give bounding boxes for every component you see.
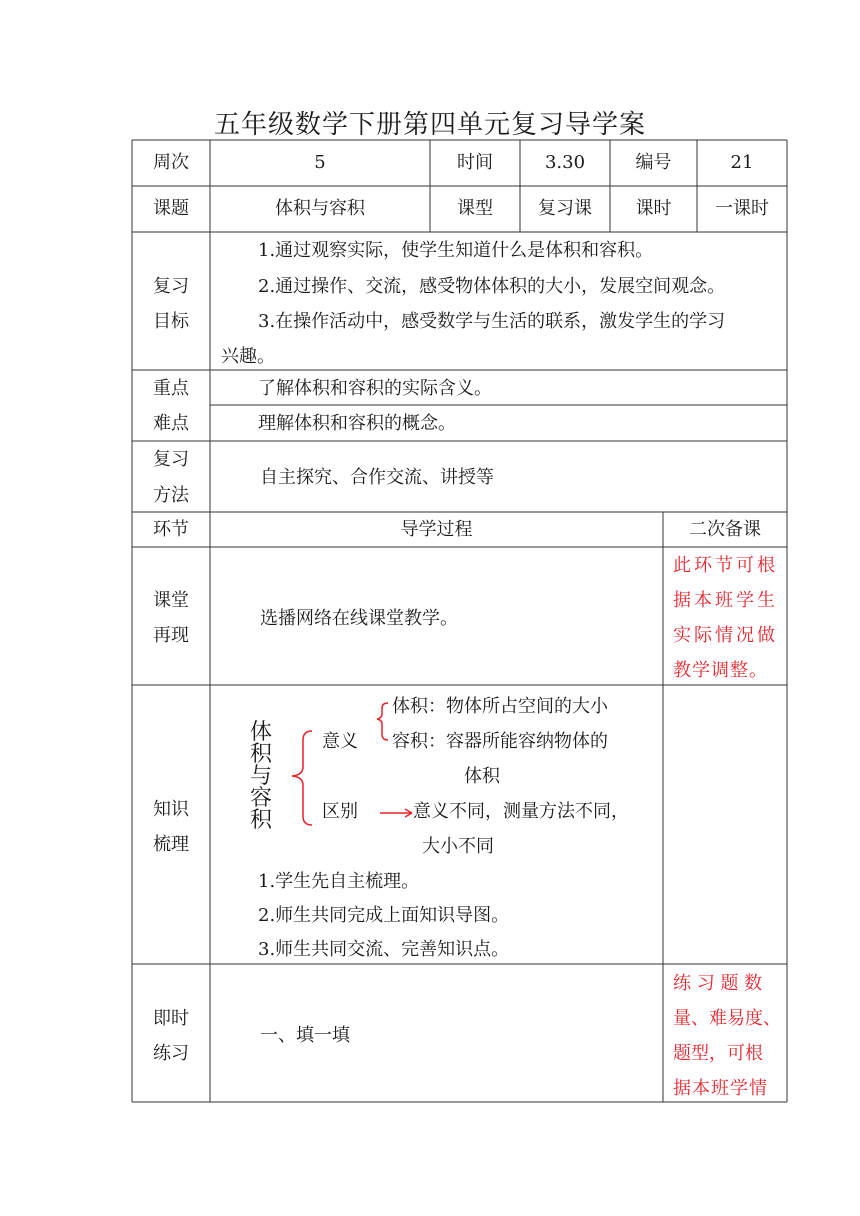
- week-value: 5: [314, 152, 326, 173]
- key-label: 重点: [153, 378, 189, 399]
- stage-header: 环节: [153, 519, 189, 540]
- knowledge-label-line1: 知识: [153, 799, 189, 820]
- classroom-note-line: 据本班学生: [673, 590, 778, 611]
- practice-note-line: 量、难易度、: [673, 1008, 781, 1029]
- practice-note-line: 题型，可根: [673, 1043, 763, 1064]
- difficult-label: 难点: [153, 413, 189, 434]
- mindmap-difference: 区别: [322, 801, 358, 822]
- key-text: 了解体积和容积的实际含义。: [258, 378, 492, 399]
- practice-note-line: 据本班学情: [673, 1078, 768, 1099]
- type-label: 课型: [457, 198, 493, 219]
- classroom-label-line1: 课堂: [153, 590, 189, 611]
- period-label: 课时: [635, 198, 672, 219]
- mindmap-capacity-def: 容积：容器所能容纳物体的: [392, 731, 608, 752]
- knowledge-label-line2: 梳理: [153, 834, 189, 855]
- notes-header: 二次备课: [689, 519, 761, 540]
- goal-line-2: 2.通过操作、交流，感受物体体积的大小，发展空间观念。: [258, 276, 726, 297]
- goal-line-4: 兴趣。: [221, 346, 275, 367]
- classroom-note-line: 教学调整。: [673, 660, 768, 681]
- period-value: 一课时: [715, 198, 769, 219]
- number-label: 编号: [635, 152, 672, 173]
- page-title: 五年级数学下册第四单元复习导学案: [213, 110, 646, 140]
- mindmap-difference-def-cont: 大小不同: [422, 836, 494, 857]
- method-label-line1: 复习: [153, 449, 189, 470]
- practice-label-line1: 即时: [153, 1008, 189, 1029]
- practice-label-line2: 练习: [153, 1043, 189, 1064]
- classroom-label-line2: 再现: [153, 625, 189, 646]
- method-label-line2: 方法: [153, 485, 189, 506]
- topic-value: 体积与容积: [275, 198, 365, 219]
- week-label: 周次: [153, 152, 189, 173]
- knowledge-step-1: 1.学生先自主梳理。: [258, 871, 420, 892]
- classroom-note-line: 实际情况做: [673, 625, 778, 646]
- time-value: 3.30: [544, 152, 586, 173]
- mindmap-volume-def: 体积：物体所占空间的大小: [392, 696, 608, 717]
- knowledge-step-2: 2.师生共同完成上面知识导图。: [258, 905, 510, 926]
- difficult-text: 理解体积和容积的概念。: [258, 413, 456, 434]
- goal-line-3: 3.在操作活动中，感受数学与生活的联系，激发学生的学习: [258, 311, 726, 332]
- mindmap-difference-def: 意义不同，测量方法不同，: [413, 801, 629, 822]
- goals-label-line1: 复习: [153, 276, 189, 297]
- mindmap-root: 体积与容积: [249, 720, 272, 833]
- type-value: 复习课: [538, 198, 592, 219]
- time-label: 时间: [457, 152, 493, 173]
- goal-line-1: 1.通过观察实际，使学生知道什么是体积和容积。: [258, 240, 654, 261]
- topic-label: 课题: [153, 198, 189, 219]
- mindmap-capacity-def-cont: 体积: [464, 766, 500, 787]
- goals-label-line2: 目标: [153, 311, 189, 332]
- process-header: 导学过程: [400, 519, 473, 540]
- number-value: 21: [730, 152, 754, 173]
- knowledge-step-3: 3.师生共同交流、完善知识点。: [258, 939, 510, 960]
- mindmap-meaning: 意义: [322, 731, 358, 752]
- practice-text: 一、填一填: [260, 1025, 350, 1046]
- method-text: 自主探究、合作交流、讲授等: [260, 467, 494, 488]
- classroom-note-line: 此环节可根: [673, 555, 778, 576]
- practice-note-line: 练 习 题 数: [673, 973, 763, 994]
- classroom-text: 选播网络在线课堂教学。: [260, 608, 458, 629]
